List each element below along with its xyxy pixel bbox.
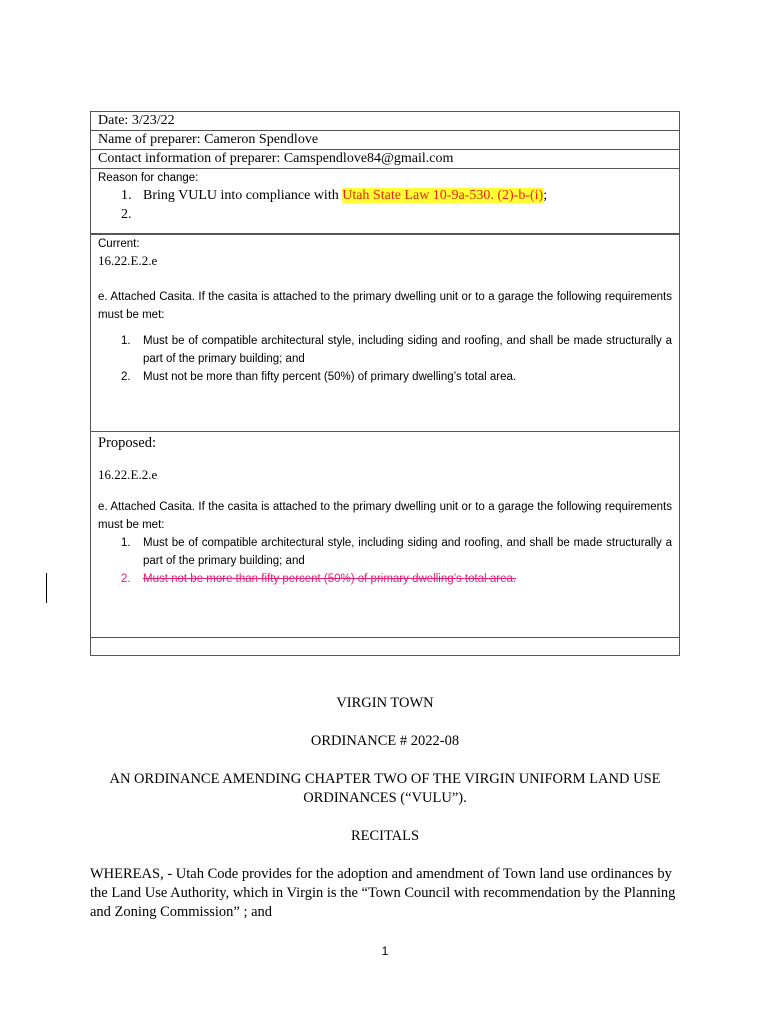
page-number: 1 xyxy=(381,944,389,958)
contact-text: Contact information of preparer: Camspendlove84@gmail.com xyxy=(98,151,454,166)
reason-number: 1. xyxy=(121,188,132,203)
current-requirements-list xyxy=(98,332,672,386)
requirement-number: 1. xyxy=(121,335,131,347)
requirement-text: Must be of compatible architectural style, including siding and roofing, and shall be made structurally a part of the primary building; and xyxy=(143,537,672,567)
requirement-text: Must be of compatible architectural style, including siding and roofing, and shall be made structurally a part of the primary building; and xyxy=(143,335,672,365)
town-name: VIRGIN TOWN xyxy=(336,695,434,711)
proposed-label: Proposed: xyxy=(98,435,156,451)
date-text: Date: 3/23/22 xyxy=(98,113,175,128)
current-intro: e. Attached Casita. If the casita is attached to the primary dwelling unit or to a garage the following requirements must be met: xyxy=(98,291,672,321)
reason-row xyxy=(91,169,679,235)
requirement-text: Must not be more than fifty percent (50%) of primary dwelling’s total area. xyxy=(143,371,517,383)
ordinance-title: AN ORDINANCE AMENDING CHAPTER TWO OF THE VIRGIN UNIFORM LAND USE ORDINANCES (“VULU”). xyxy=(109,771,661,806)
requirement-number: 2. xyxy=(121,573,131,585)
law-reference-highlight: Utah State Law 10-9a-530. (2)-b-(i) xyxy=(342,188,544,203)
ordinance-number: ORDINANCE # 2022-08 xyxy=(310,733,460,749)
reason-number: 2. xyxy=(121,207,132,222)
contact-row xyxy=(91,150,679,169)
revision-change-bar xyxy=(46,573,47,603)
current-row xyxy=(91,235,679,432)
proposed-row xyxy=(91,432,679,638)
empty-row xyxy=(91,638,679,655)
reason-item xyxy=(98,186,672,205)
change-request-table xyxy=(90,111,680,656)
current-requirement xyxy=(98,332,672,368)
preparer-text: Name of preparer: Cameron Spendlove xyxy=(98,132,319,147)
proposed-code: 16.22.E.2.e xyxy=(98,467,158,482)
ordinance-section xyxy=(90,694,680,922)
requirement-number: 1. xyxy=(121,537,131,549)
current-code: 16.22.E.2.e xyxy=(98,253,158,268)
current-requirement xyxy=(98,368,672,386)
proposed-requirements-list xyxy=(98,534,672,588)
proposed-requirement-struck xyxy=(98,570,672,588)
recitals-heading: RECITALS xyxy=(350,828,420,844)
whereas-paragraph: WHEREAS, - Utah Code provides for the adoption and amendment of Town land use ordinances by the Land Use Authority, which in Virgin is the “Town Council with recommendation by the Planning and Zoning Commission” ; and xyxy=(90,866,676,920)
proposed-intro: e. Attached Casita. If the casita is attached to the primary dwelling unit or to a garage the following requirements must be met: xyxy=(98,501,672,531)
reason-text: Bring VULU into compliance with xyxy=(143,188,343,203)
current-label: Current: xyxy=(98,238,140,250)
proposed-requirement xyxy=(98,534,672,570)
reason-label: Reason for change: xyxy=(98,172,199,184)
date-row xyxy=(91,112,679,131)
preparer-row xyxy=(91,131,679,150)
requirement-number: 2. xyxy=(121,371,131,383)
reason-list xyxy=(98,186,672,222)
reason-suffix: ; xyxy=(543,188,548,203)
requirement-text-deleted: Must not be more than fifty percent (50%) of primary dwelling’s total area. xyxy=(143,573,517,585)
